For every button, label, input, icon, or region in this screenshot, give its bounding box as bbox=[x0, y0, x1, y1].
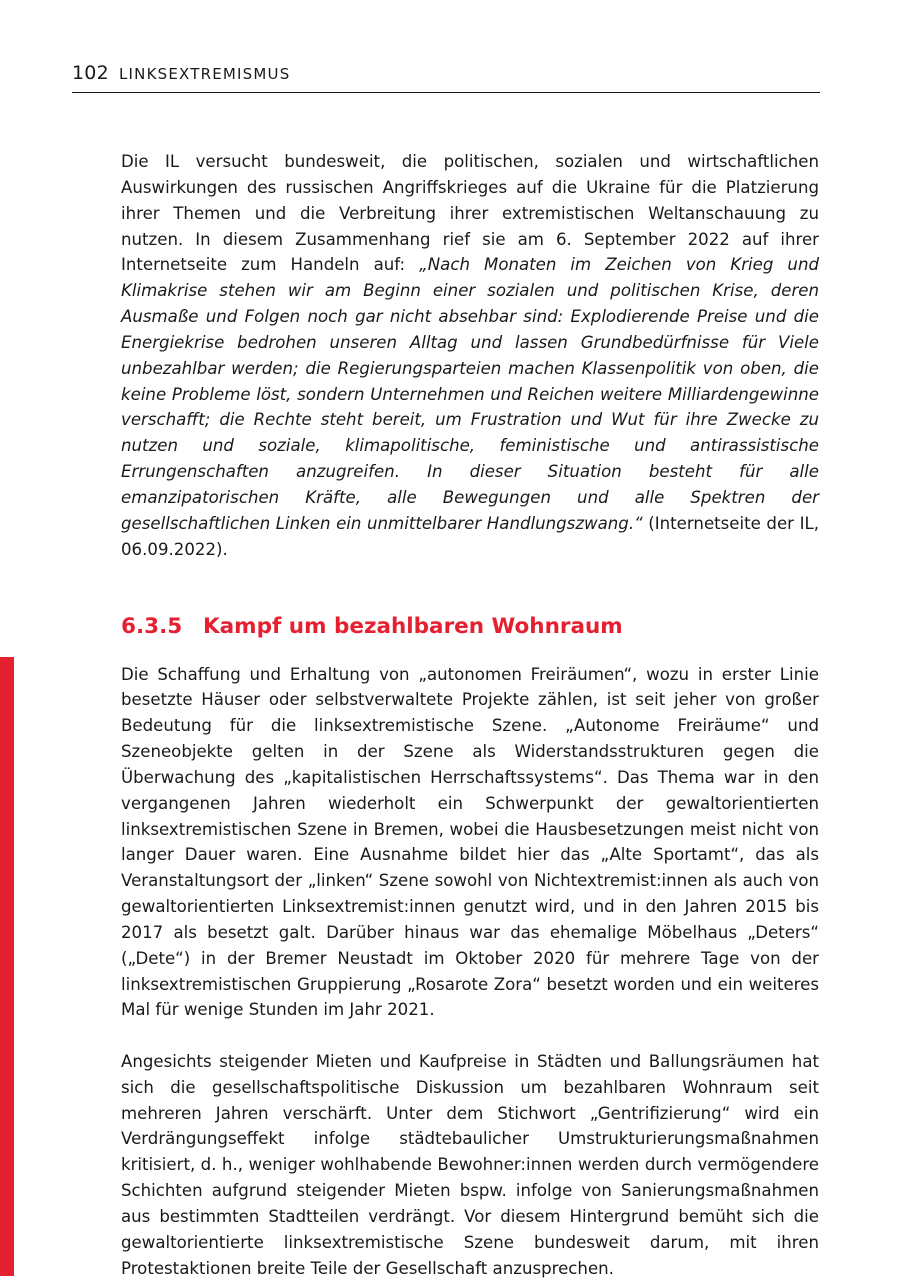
page-content bbox=[121, 149, 819, 1281]
chapter-marker-bar bbox=[0, 657, 14, 1276]
paragraph-il-ukraine bbox=[121, 149, 819, 563]
paragraph-freiraeume: Die Schaffung und Erhaltung von „autonomen Freiräumen“, wozu in erster Linie besetzte Häuser oder selbstverwaltete Projekte zählen, ist seit jeher von großer Bedeutung für die linksextremistische Szene. „Autonome Freiräume“ und Szeneobjekte gelten in der Szene als Widerstandsstrukturen gegen die Überwachung des „kapitalistischen Herrschaftssystems“. Das Thema war in den vergangenen Jahren wiederholt ein Schwerpunkt der gewaltorientierten linksextremistischen Szene in Bremen, wobei die Hausbesetzungen meist nicht von langer Dauer waren. Eine Ausnahme bildet hier das „Alte Sportamt“, das als Veranstaltungsort der „linken“ Szene sowohl von Nichtextremist:innen als auch von gewaltorientierten Linksextremist:innen genutzt wird, und in den Jahren 2015 bis 2017 als besetzt galt. Darüber hinaus war das ehemalige Möbelhaus „Deters“ („Dete“) in der Bremer Neustadt im Oktober 2020 für mehrere Tage von der linksextremistischen Gruppierung „Rosarote Zora“ besetzt worden und ein weiteres Mal für wenige Stunden im Jahr 2021. bbox=[121, 664, 819, 1020]
running-title: LINKSEXTREMISMUS bbox=[119, 65, 291, 83]
section-heading bbox=[121, 610, 819, 644]
page-number: 102 bbox=[72, 62, 109, 84]
section-title: Kampf um bezahlbaren Wohnraum bbox=[203, 613, 623, 639]
quotation-text: „Nach Monaten im Zeichen von Krieg und Klimakrise stehen wir am Beginn einer sozialen und politischen Krise, deren Ausmaße und Folgen noch gar nicht absehbar sind: Explodierende Preise und die Energiekrise bedrohen unseren Alltag und lassen Grundbedürfnisse für Viele unbezahlbar werden; die Regierungsparteien machen Klassenpolitik von oben, die keine Probleme löst, sondern Unternehmen und Reichen weitere Milliardengewinne verschafft; die Rechte steht bereit, um Frustration und Wut für ihre Zwecke zu nutzen und soziale, klimapolitische, feministische und antirassistische Errungenschaften anzugreifen. In dieser Situation besteht für alle emanzipatorischen Kräfte, alle Bewegungen und alle Spektren der gesellschaftlichen Linken ein unmittelbarer Handlungszwang.“ bbox=[121, 255, 819, 533]
page-header bbox=[72, 60, 820, 93]
paragraph-gentrifizierung: Angesichts steigender Mieten und Kaufpreise in Städten und Ballungsräumen hat sich die gesellschaftspolitische Diskussion um bezahlbaren Wohnraum seit mehreren Jahren verschärft. Unter dem Stichwort „Gentrifizierung“ wird ein Verdrängungseffekt infolge städtebaulicher Umstrukturierungsmaßnahmen kritisiert, d. h., weniger wohlhabende Bewohner:innen werden durch vermögendere Schichten aufgrund steigender Mieten bspw. infolge von Sanierungsmaßnahmen aus bestimmten Stadtteilen verdrängt. Vor diesem Hintergrund bemüht sich die gewaltorientierte linksextremistische Szene bundesweit darum, mit ihren Protestaktionen breite Teile der Gesellschaft anzusprechen. bbox=[121, 1051, 819, 1278]
paragraph-intro-text: Die IL versucht bundesweit, die politischen, sozialen und wirtschaftlichen Auswirkungen des russischen Angriffskrieges auf die Ukraine für die Platzierung ihrer Themen und die Verbreitung ihrer extremistischen Weltanschauung zu nutzen. In diesem Zusammenhang rief sie am 6. September 2022 auf ihrer Internetseite zum Handeln auf: bbox=[121, 152, 819, 275]
quotation-source: (Internetseite der IL, 06.09.2022). bbox=[121, 513, 819, 559]
section-number: 6.3.5 bbox=[121, 613, 183, 639]
